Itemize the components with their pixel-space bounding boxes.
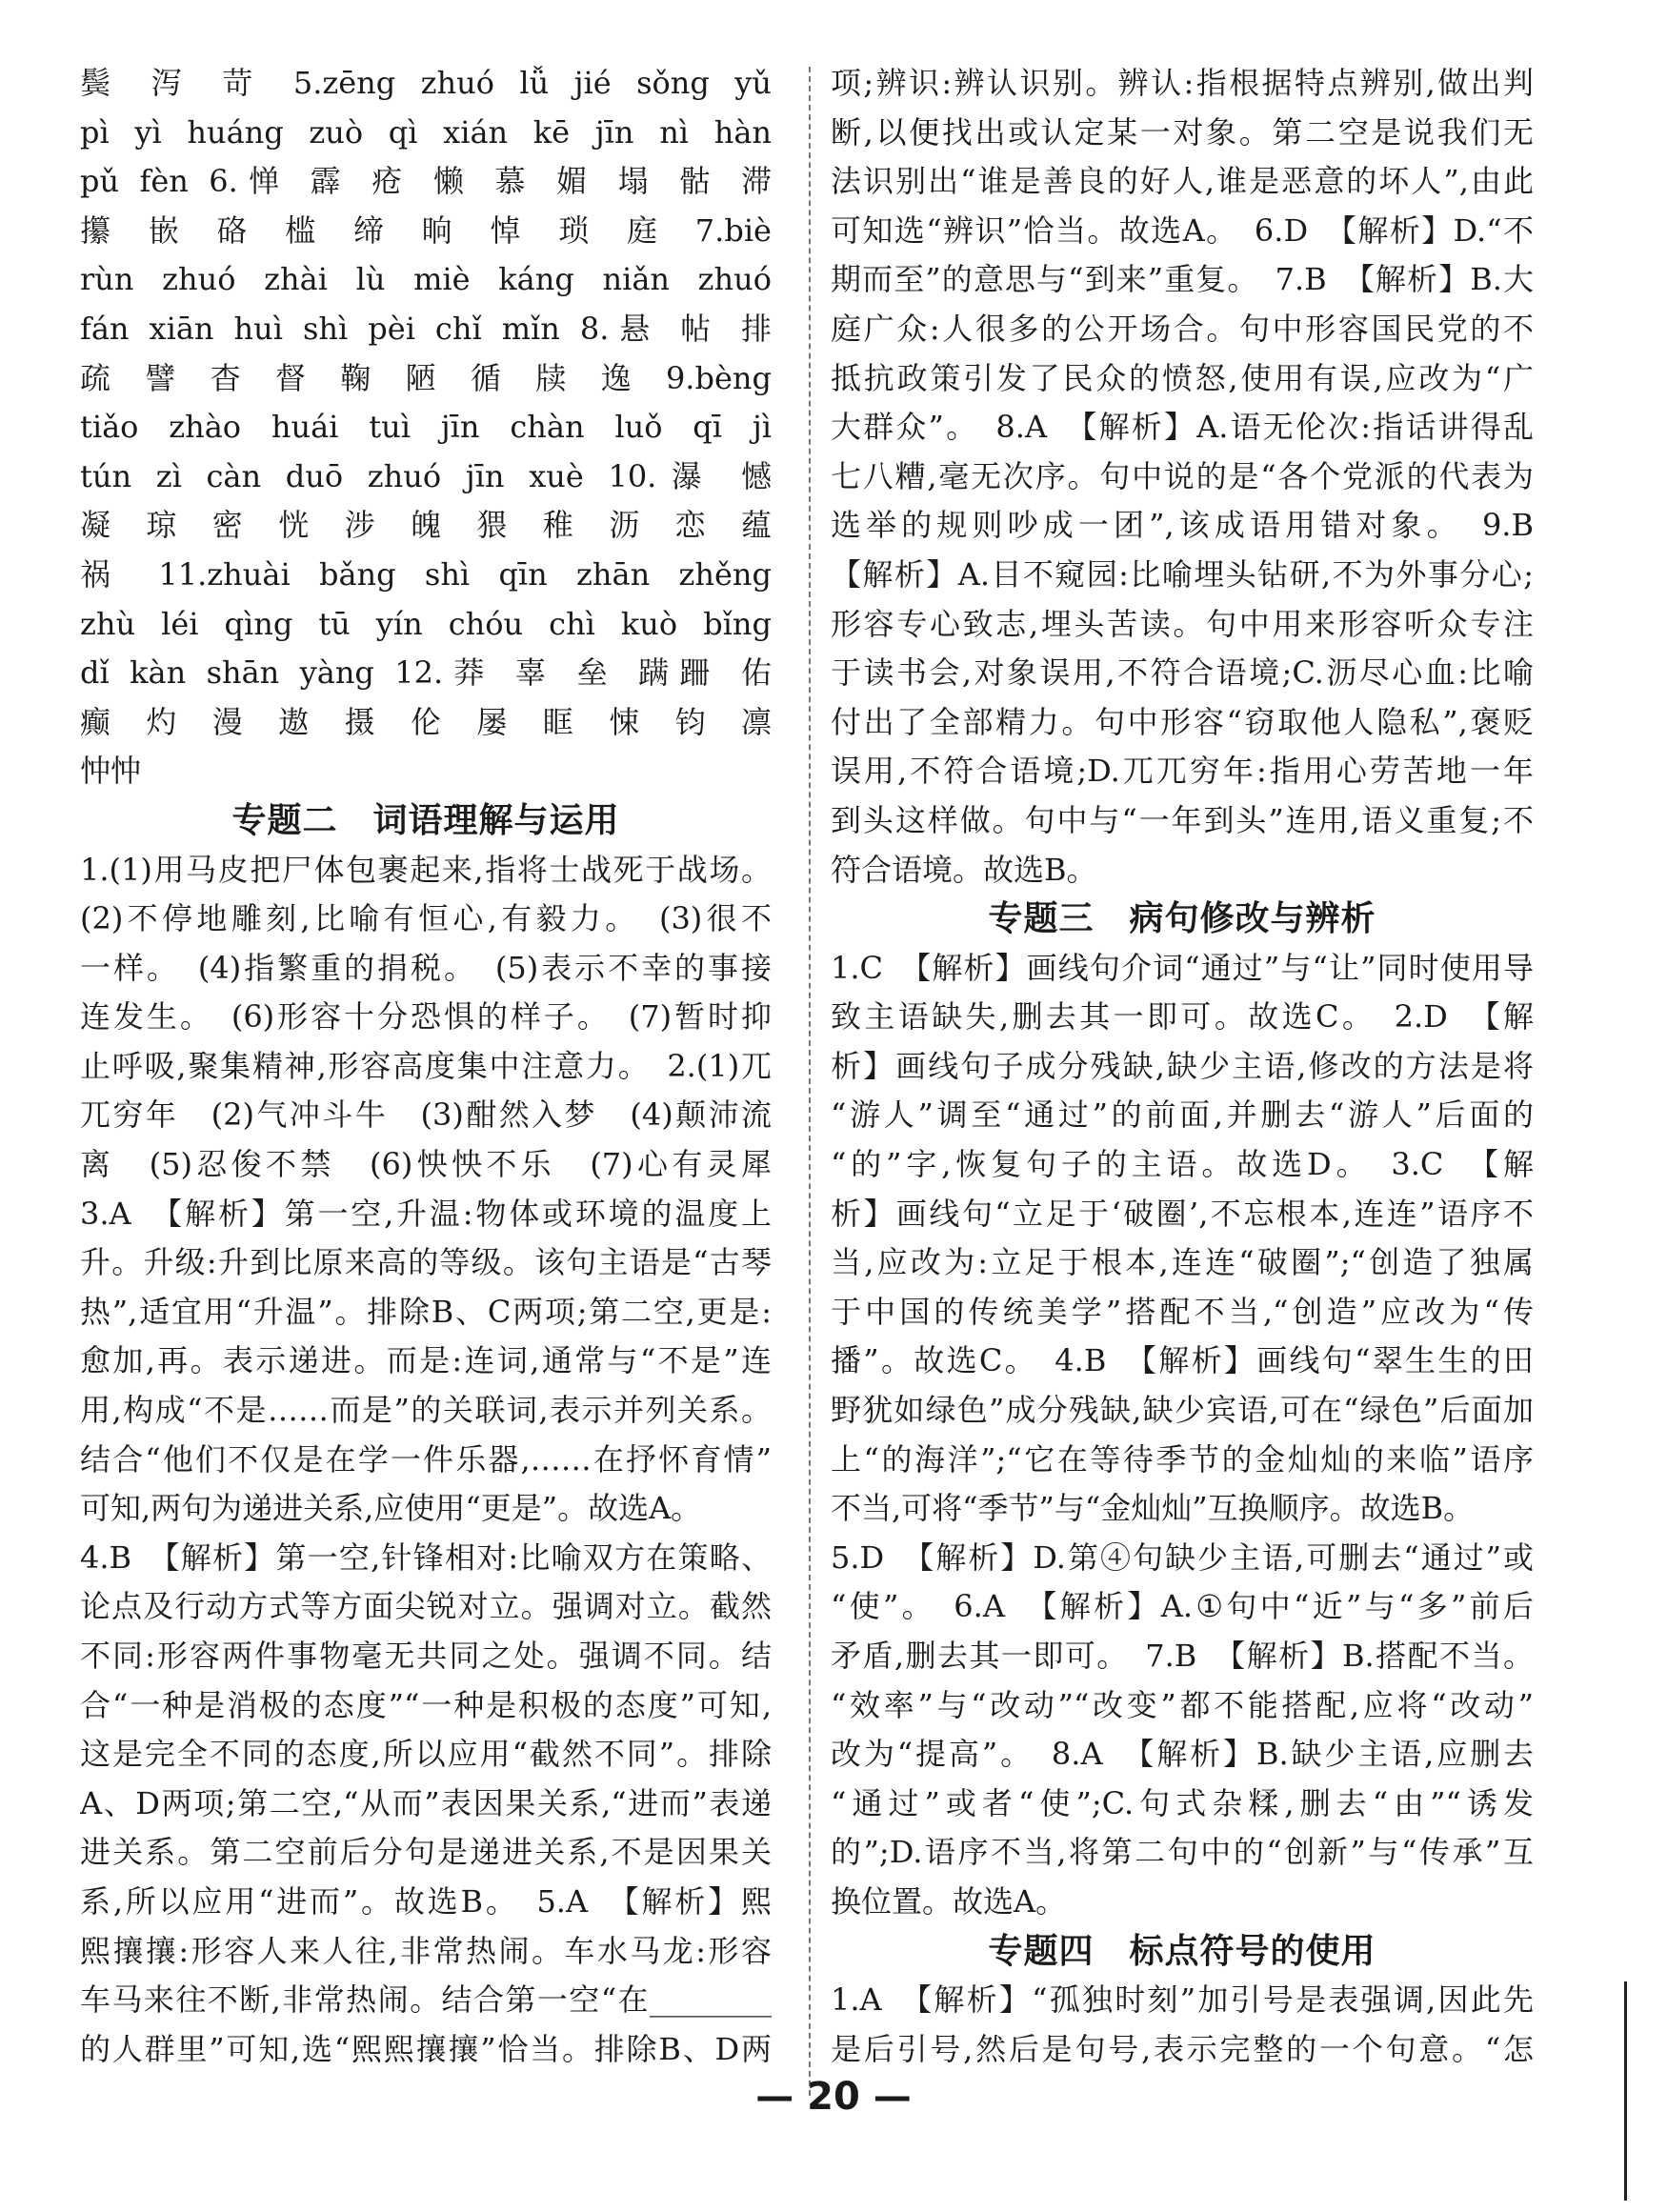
text-line: 致主语缺失,删去其一即可。故选C。 2.D 【解 <box>831 998 1534 1036</box>
text-line: “效率”与“改动”“改变”都不能搭配,应将“改动” <box>831 1686 1534 1723</box>
text-line: dǐ kàn shān yàng 12.莽 辜 垒 蹒跚 佑 <box>80 654 772 692</box>
text-line: 1.C 【解析】画线句介词“通过”与“让”同时使用导 <box>831 949 1534 986</box>
text-line: 析】画线句子成分残缺,缺少主语,修改的方法是将 <box>831 1047 1534 1084</box>
text-line: 连发生。 (6)形容十分恐惧的样子。 (7)暂时抑 <box>80 998 772 1036</box>
page-number: — 20 — <box>755 2075 912 2119</box>
column-divider <box>809 67 811 2096</box>
text-line: 疏 譬 杳 督 鞠 陋 循 牍 逸 9.bèng <box>80 359 772 396</box>
text-line: A、D两项;第二空,“从而”表因果关系,“进而”表递 <box>80 1784 772 1821</box>
text-line: pì yì huáng zuò qì xián kē jīn nì hàn <box>80 113 772 151</box>
text-line: rùn zhuó zhài lù miè káng niǎn zhuó <box>80 261 772 298</box>
text-line: 断,以便找出或认定某一对象。第二空是说我们无 <box>831 113 1534 151</box>
text-line: zhù léi qìng tū yín chóu chì kuò bǐng <box>80 605 772 642</box>
text-line: 凝 琼 密 恍 涉 魄 猥 稚 沥 恋 蕴 <box>80 507 772 544</box>
text-line: 播”。故选C。 4.B 【解析】画线句“翠生生的田 <box>831 1342 1534 1379</box>
text-line: 攥 嵌 硌 槛 缔 晌 悼 琐 庭 7.biè <box>80 211 772 249</box>
section-heading: 专题二 词语理解与运用 <box>231 800 620 840</box>
text-line: 兀穷年 (2)气冲斗牛 (3)酣然入梦 (4)颠沛流 <box>80 1096 772 1134</box>
text-line: 车马来往不断,非常热闹。结合第一空“在________ <box>80 1981 772 2019</box>
text-line: 七八糟,毫无次序。句中说的是“各个党派的代表为 <box>831 457 1534 494</box>
text-line: 换位置。故选A。 <box>831 1882 1067 1920</box>
text-line: 止呼吸,聚集精神,形容高度集中注意力。 2.(1)兀 <box>80 1047 772 1084</box>
text-line: 1.A 【解析】“孤独时刻”加引号是表强调,因此先 <box>831 1981 1534 2019</box>
text-line: 5.D 【解析】D.第④句缺少主语,可删去“通过”或 <box>831 1538 1534 1576</box>
text-line: 当,应改为:立足于根本,连连“破圈”;“创造了独属 <box>831 1244 1534 1281</box>
text-line: 祸 11.zhuài bǎng shì qīn zhān zhěng <box>80 555 772 593</box>
text-line: 改为“提高”。 8.A 【解析】B.缺少主语,应删去 <box>831 1736 1534 1773</box>
text-line: pǔ fèn 6.惮 霹 疮 懒 慕 媚 塌 骷 滞 <box>80 163 772 200</box>
text-line: fán xiān huì shì pèi chǐ mǐn 8.悬 帖 排 <box>80 310 772 347</box>
text-line: 熙攘攘:形容人来人往,非常热闹。车水马龙:形容 <box>80 1932 772 1969</box>
text-line: 愈加,再。表示递进。而是:连词,通常与“不是”连 <box>80 1342 772 1379</box>
text-line: “使”。 6.A 【解析】A.①句中“近”与“多”前后 <box>831 1588 1534 1625</box>
text-line: 是后引号,然后是句号,表示完整的一个句意。“怎 <box>831 2030 1534 2067</box>
text-line: 付出了全部精力。句中形容“窃取他人隐私”,褒贬 <box>831 703 1534 740</box>
text-line: 矛盾,删去其一即可。 7.B 【解析】B.搭配不当。 <box>831 1638 1534 1674</box>
text-line: 一样。 (4)指繁重的捐税。 (5)表示不幸的事接 <box>80 949 772 986</box>
text-line: 法识别出“谁是善良的好人,谁是恶意的坏人”,由此 <box>831 163 1534 200</box>
text-line: 系,所以应用“进而”。故选B。 5.A 【解析】熙 <box>80 1882 772 1920</box>
text-line: 庭广众:人很多的公开场合。句中形容国民党的不 <box>831 310 1534 347</box>
text-line: 析】画线句“立足于‘破圈’,不忘根本,连连”语序不 <box>831 1195 1534 1232</box>
text-line: 离 (5)忍俊不禁 (6)怏怏不乐 (7)心有灵犀 <box>80 1146 772 1183</box>
text-line: “游人”调至“通过”的前面,并删去“游人”后面的 <box>831 1096 1534 1134</box>
text-line: tún zì càn duō zhuó jīn xuè 10.瀑 憾 <box>80 457 772 494</box>
text-line: tiǎo zhào huái tuì jīn chàn luǒ qī jì <box>80 409 772 446</box>
text-line: 抵抗政策引发了民众的愤怒,使用有误,应改为“广 <box>831 359 1534 396</box>
text-line: 合“一种是消极的态度”“一种是积极的态度”可知, <box>80 1686 772 1723</box>
text-line: 结合“他们不仅是在学一件乐器,……在抒怀育情” <box>80 1440 772 1478</box>
text-line: 到头这样做。句中与“一年到头”连用,语义重复;不 <box>831 801 1534 838</box>
text-line: 的人群里”可知,选“熙熙攘攘”恰当。排除B、D两 <box>80 2030 772 2067</box>
text-line: 不同:形容两件事物毫无共同之处。强调不同。结 <box>80 1638 772 1674</box>
text-line: 可知,两句为递进关系,应使用“更是”。故选A。 <box>80 1490 702 1527</box>
text-line: 论点及行动方式等方面尖锐对立。强调对立。截然 <box>80 1588 772 1625</box>
text-line: 4.B 【解析】第一空,针锋相对:比喻双方在策略、 <box>80 1538 772 1576</box>
text-line: (2)不停地雕刻,比喻有恒心,有毅力。 (3)很不 <box>80 900 772 937</box>
text-line: 癫 灼 漫 遨 摄 伦 屡 眶 悚 钧 凛 <box>80 703 772 740</box>
text-line: 期而至”的意思与“到来”重复。 7.B 【解析】B.大 <box>831 261 1534 298</box>
text-line: 符合语境。故选B。 <box>831 851 1097 888</box>
text-line: 项;辨识:辨认识别。辨认:指根据特点辨别,做出判 <box>831 65 1534 101</box>
text-line: 误用,不符合语境;D.兀兀穷年:指用心劳苦地一年 <box>831 753 1534 790</box>
text-line: 于中国的传统美学”搭配不当,“创造”应改为“传 <box>831 1293 1534 1330</box>
text-line: 上“的海洋”;“它在等待季节的金灿灿的来临”语序 <box>831 1440 1534 1478</box>
text-line: 这是完全不同的态度,所以应用“截然不同”。排除 <box>80 1736 772 1773</box>
text-line: 进关系。第二空前后分句是递进关系,不是因果关 <box>80 1834 772 1871</box>
text-line: 用,构成“不是……而是”的关联词,表示并列关系。 <box>80 1392 772 1429</box>
text-line: 1.(1)用马皮把尸体包裹起来,指将士战死于战场。 <box>80 851 772 888</box>
section-heading: 专题三 病句修改与辨析 <box>988 899 1376 939</box>
text-line: “的”字,恢复句子的主语。故选D。 3.C 【解 <box>831 1146 1534 1183</box>
text-line: 3.A 【解析】第一空,升温:物体或环境的温度上 <box>80 1195 772 1232</box>
text-line: 形容专心致志,埋头苦读。句中用来形容听众专注 <box>831 605 1534 642</box>
text-line: 【解析】A.目不窥园:比喻埋头钻研,不为外事分心; <box>831 555 1534 593</box>
text-line: 大群众”。 8.A 【解析】A.语无伦次:指话讲得乱 <box>831 409 1534 446</box>
section-heading: 专题四 标点符号的使用 <box>988 1931 1376 1971</box>
text-line: 热”,适宜用“升温”。排除B、C两项;第二空,更是: <box>80 1293 772 1330</box>
text-line: “通过”或者“使”;C.句式杂糅,删去“由”“诱发 <box>831 1784 1534 1821</box>
text-line: 于读书会,对象误用,不符合语境;C.沥尽心血:比喻 <box>831 654 1534 692</box>
text-line: 的”;D.语序不当,将第二句中的“创新”与“传承”互 <box>831 1834 1534 1871</box>
text-line: 忡忡 <box>80 753 142 790</box>
text-line: 不当,可将“季节”与“金灿灿”互换顺序。故选B。 <box>831 1490 1475 1527</box>
text-line: 升。升级:升到比原来高的等级。该句主语是“古琴 <box>80 1244 772 1281</box>
text-line: 选举的规则吵成一团”,该成语用错对象。 9.B <box>831 507 1534 544</box>
left-column <box>80 59 772 2074</box>
right-column <box>831 59 1534 2074</box>
text-line: 鬓 泻 苛 5.zēng zhuó lǚ jié sǒng yǔ <box>80 65 772 101</box>
text-line: 野犹如绿色”成分残缺,缺少宾语,可在“绿色”后面加 <box>831 1392 1534 1429</box>
text-line: 可知选“辨识”恰当。故选A。 6.D 【解析】D.“不 <box>831 211 1534 249</box>
